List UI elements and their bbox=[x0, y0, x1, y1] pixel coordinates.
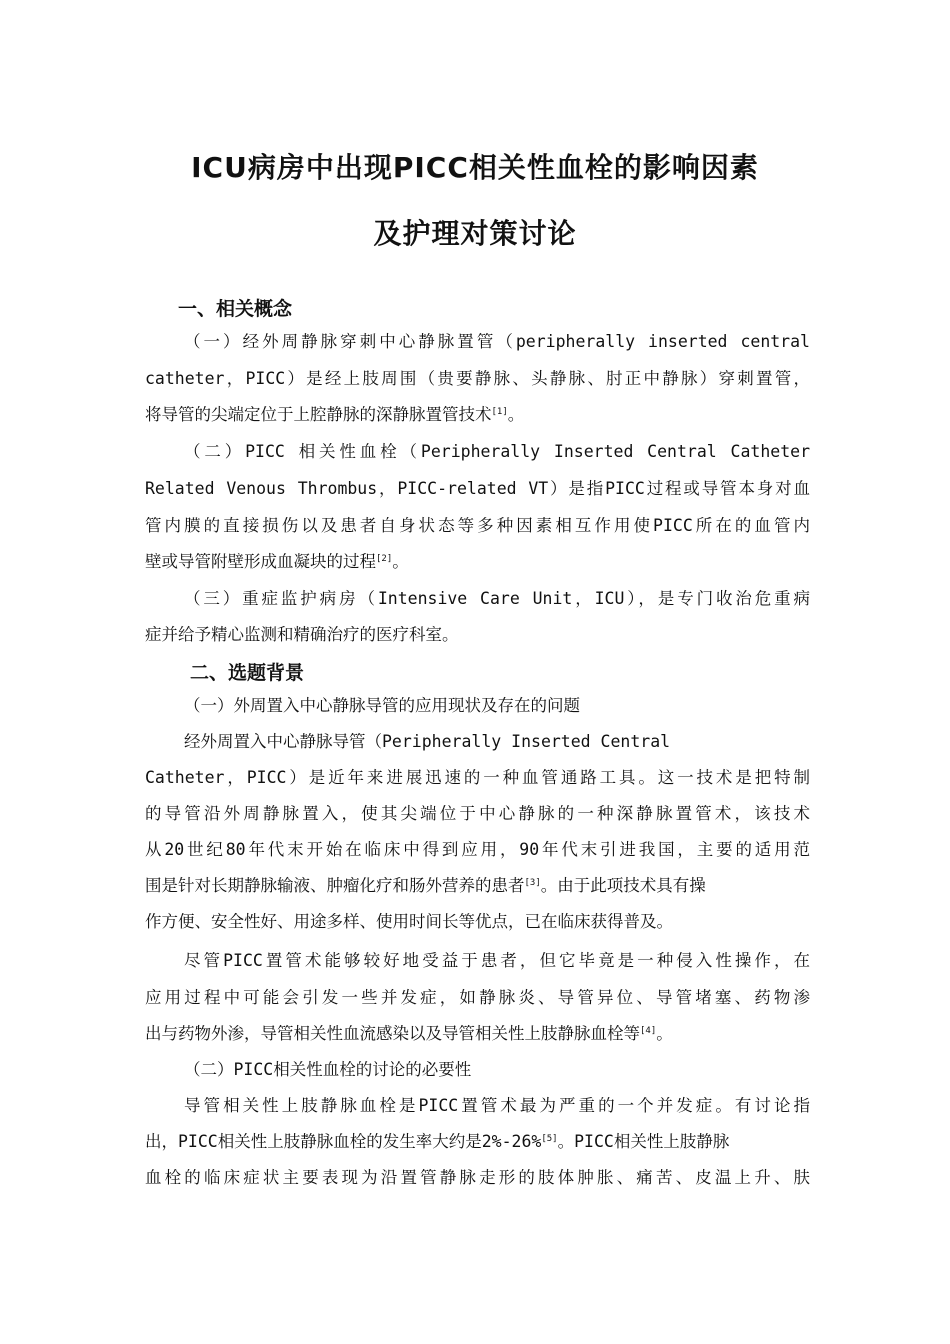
citation-ref: [1] bbox=[491, 407, 508, 417]
section-heading-background: 二、选题背景 bbox=[190, 662, 305, 684]
paragraph-line: catheter，PICC）是经上肢周围（贵要静脉、头静脉、肘正中静脉）穿刺置管， bbox=[145, 369, 810, 388]
paragraph-line: （二）PICC 相关性血栓（Peripherally Inserted Central Catheter bbox=[184, 442, 810, 461]
paragraph-line: 症并给予精心监测和精确治疗的医疗科室。 bbox=[145, 625, 459, 644]
text-span: 围是针对长期静脉输液、肿瘤化疗和肠外营养的患者 bbox=[145, 876, 525, 895]
citation-ref: [5] bbox=[541, 1134, 558, 1144]
text-span: 出，PICC相关性上肢静脉血栓的发生率大约是2%-26% bbox=[145, 1132, 542, 1151]
paragraph-line: 应用过程中可能会引发一些并发症，如静脉炎、导管异位、导管堵塞、药物渗 bbox=[145, 988, 810, 1007]
citation-ref: [2] bbox=[376, 554, 393, 564]
paragraph-line: （一）经外周静脉穿刺中心静脉置管（peripherally inserted central bbox=[184, 332, 810, 351]
text-span: 。PICC相关性上肢静脉 bbox=[557, 1132, 730, 1151]
text-span: 壁或导管附壁形成血凝块的过程 bbox=[145, 552, 376, 571]
paragraph-line: （三）重症监护病房（Intensive Care Unit，ICU），是专门收治危重病 bbox=[184, 589, 810, 608]
section-heading-concepts: 一、相关概念 bbox=[178, 298, 293, 320]
paragraph-line bbox=[145, 1131, 810, 1153]
document-title-line-1: ICU病房中出现PICC相关性血栓的影响因素 bbox=[191, 151, 759, 184]
paragraph-line: 导管相关性上肢静脉血栓是PICC置管术最为严重的一个并发症。有讨论指 bbox=[184, 1096, 810, 1115]
paragraph-line bbox=[145, 875, 810, 897]
paragraph-line: Catheter，PICC）是近年来进展迅速的一种血管通路工具。这一技术是把特制 bbox=[145, 768, 810, 787]
text-span: 。 bbox=[656, 1024, 673, 1043]
paragraph-line: Related Venous Thrombus，PICC-related VT）是指PICC过程或导管本身对血 bbox=[145, 479, 810, 498]
text-span: 出与药物外渗，导管相关性血流感染以及导管相关性上肢静脉血栓等 bbox=[145, 1024, 640, 1043]
paragraph-line bbox=[145, 404, 810, 426]
paragraph-line: 管内膜的直接损伤以及患者自身状态等多种因素相互作用使PICC所在的血管内 bbox=[145, 516, 810, 535]
paragraph-line: 从20世纪80年代末开始在临床中得到应用，90年代末引进我国，主要的适用范 bbox=[145, 840, 810, 859]
citation-ref: [3] bbox=[524, 878, 541, 888]
paragraph-line bbox=[145, 551, 810, 573]
paragraph-line: 经外周置入中心静脉导管（Peripherally Inserted Central bbox=[184, 732, 671, 751]
text-span: 将导管的尖端定位于上腔静脉的深静脉置管技术 bbox=[145, 405, 492, 424]
document-title-line-2: 及护理对策讨论 bbox=[373, 217, 577, 250]
paragraph-line: 的导管沿外周静脉置入，使其尖端位于中心静脉的一种深静脉置管术，该技术 bbox=[145, 804, 810, 823]
citation-ref: [4] bbox=[640, 1026, 657, 1036]
text-span: 。 bbox=[507, 405, 525, 424]
text-span: 。由于此项技术具有操 bbox=[540, 876, 706, 895]
paragraph-line: 作方便、安全性好、用途多样、使用时间长等优点，已在临床获得普及。 bbox=[145, 912, 673, 931]
paragraph-line: 血栓的临床症状主要表现为沿置管静脉走形的肢体肿胀、痛苦、皮温上升、肤 bbox=[145, 1168, 810, 1187]
subsection-heading: （二）PICC相关性血栓的讨论的必要性 bbox=[184, 1060, 472, 1079]
subsection-heading: （一）外周置入中心静脉导管的应用现状及存在的问题 bbox=[184, 696, 580, 715]
paragraph-line: 尽管PICC置管术能够较好地受益于患者，但它毕竟是一种侵入性操作，在 bbox=[184, 951, 810, 970]
paragraph-line bbox=[145, 1023, 810, 1045]
text-span: 。 bbox=[392, 552, 409, 571]
